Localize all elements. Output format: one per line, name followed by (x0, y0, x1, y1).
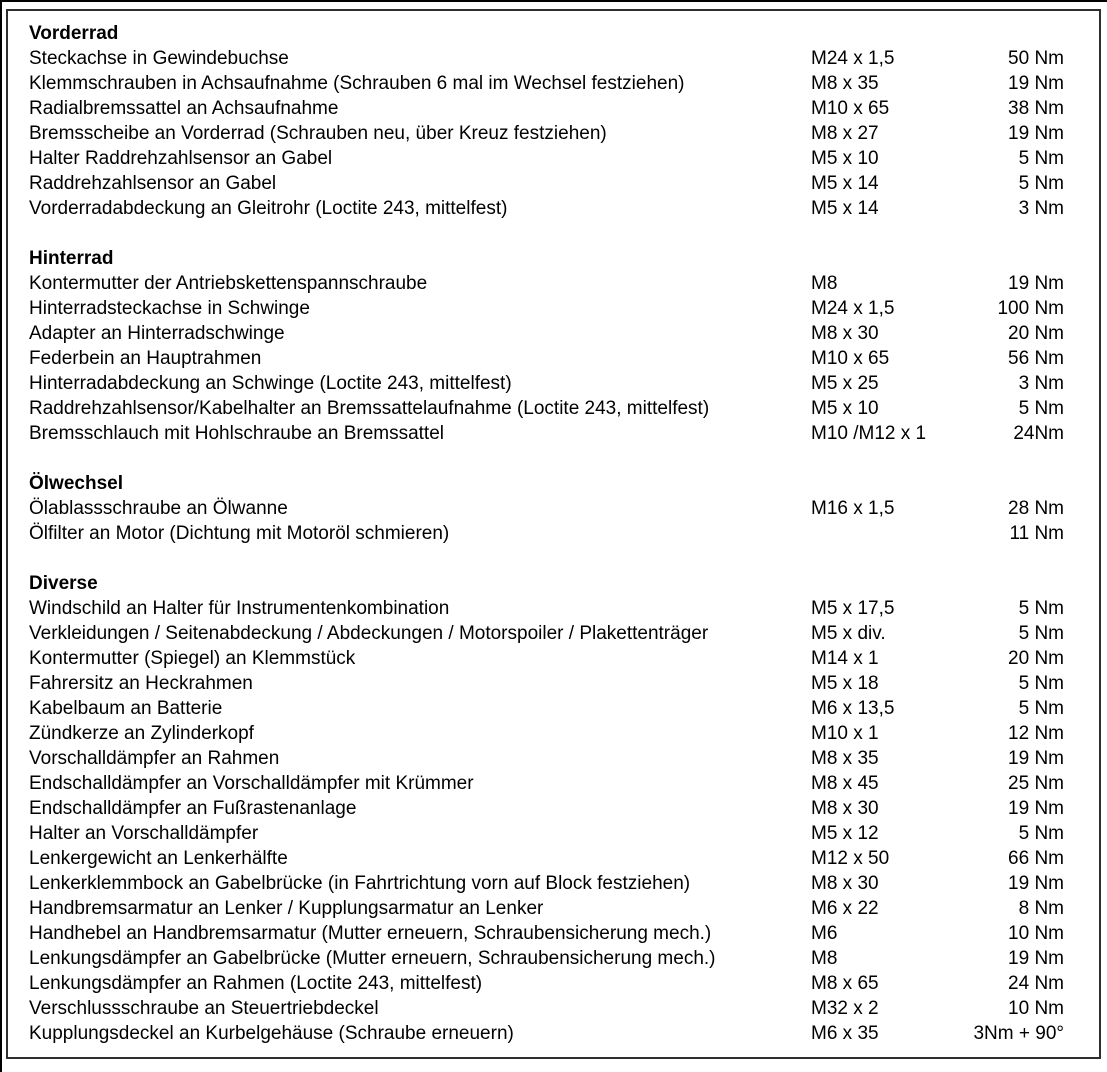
table-row (29, 296, 1064, 321)
section (29, 471, 1064, 546)
row-description: Verkleidungen / Seitenabdeckung / Abdeckungen / Motorspoiler / Plakettenträger (29, 623, 709, 644)
row-torque: 24Nm (1013, 423, 1064, 444)
row-thread-size: M10 /M12 x 1 (811, 423, 927, 444)
row-thread-size: M8 x 65 (811, 973, 879, 994)
row-thread-size: M12 x 50 (811, 848, 890, 869)
row-thread-size: M5 x 18 (811, 673, 879, 694)
table-row (29, 396, 1064, 421)
table-row (29, 496, 1064, 521)
row-thread-size: M6 x 22 (811, 898, 879, 919)
section (29, 571, 1064, 1046)
row-description: Vorschalldämpfer an Rahmen (29, 748, 280, 769)
section (29, 21, 1064, 221)
row-torque: 5 Nm (1018, 823, 1064, 844)
row-description: Klemmschrauben in Achsaufnahme (Schrauben 6 mal im Wechsel festziehen) (29, 73, 685, 94)
row-torque: 19 Nm (1008, 873, 1064, 894)
row-description: Endschalldämpfer an Vorschalldämpfer mit Krümmer (29, 773, 474, 794)
row-description: Ölfilter an Motor (Dichtung mit Motoröl schmieren) (29, 523, 450, 544)
row-torque: 19 Nm (1008, 948, 1064, 969)
row-description: Kontermutter (Spiegel) an Klemmstück (29, 648, 356, 669)
table-row (29, 871, 1064, 896)
row-thread-size: M6 x 35 (811, 1023, 879, 1044)
row-torque: 3 Nm (1018, 373, 1064, 394)
row-description: Halter an Vorschalldämpfer (29, 823, 259, 844)
row-thread-size: M14 x 1 (811, 648, 879, 669)
row-thread-size: M8 x 35 (811, 73, 879, 94)
row-torque: 24 Nm (1008, 973, 1064, 994)
table-row (29, 796, 1064, 821)
table-row (29, 121, 1064, 146)
row-torque: 5 Nm (1018, 173, 1064, 194)
section (29, 246, 1064, 446)
table-row (29, 746, 1064, 771)
row-description: Zündkerze an Zylinderkopf (29, 723, 254, 744)
row-torque: 3 Nm (1018, 198, 1064, 219)
row-torque: 11 Nm (1009, 523, 1064, 544)
row-thread-size: M5 x 14 (811, 173, 879, 194)
table-row (29, 696, 1064, 721)
table-row (29, 846, 1064, 871)
table-row (29, 371, 1064, 396)
table-row (29, 946, 1064, 971)
row-description: Kupplungsdeckel an Kurbelgehäuse (Schraube erneuern) (29, 1023, 514, 1044)
table-row (29, 346, 1064, 371)
row-description: Radialbremssattel an Achsaufnahme (29, 98, 339, 119)
row-torque: 19 Nm (1008, 73, 1064, 94)
section-title: Diverse (29, 573, 98, 594)
torque-table (29, 21, 1064, 1046)
table-row (29, 821, 1064, 846)
row-thread-size: M10 x 65 (811, 98, 890, 119)
row-torque: 19 Nm (1008, 273, 1064, 294)
row-thread-size: M8 (811, 273, 838, 294)
row-thread-size (811, 521, 961, 546)
row-thread-size: M5 x 17,5 (811, 598, 895, 619)
row-torque: 38 Nm (1008, 98, 1064, 119)
row-description: Lenkungsdämpfer an Gabelbrücke (Mutter erneuern, Schraubensicherung mech.) (29, 948, 716, 969)
row-description: Lenkergewicht an Lenkerhälfte (29, 848, 288, 869)
row-torque: 5 Nm (1018, 673, 1064, 694)
table-row (29, 971, 1064, 996)
row-torque: 28 Nm (1008, 498, 1064, 519)
row-torque: 12 Nm (1008, 723, 1064, 744)
row-thread-size: M5 x 25 (811, 373, 879, 394)
table-row (29, 321, 1064, 346)
row-thread-size: M24 x 1,5 (811, 48, 895, 69)
row-torque: 19 Nm (1008, 748, 1064, 769)
table-row (29, 196, 1064, 221)
section-title: Vorderrad (29, 23, 119, 44)
table-row (29, 1021, 1064, 1046)
row-thread-size: M8 x 27 (811, 123, 879, 144)
row-thread-size: M8 x 30 (811, 323, 879, 344)
row-thread-size: M5 x 10 (811, 398, 879, 419)
table-row (29, 621, 1064, 646)
row-thread-size: M8 x 30 (811, 798, 879, 819)
row-torque: 50 Nm (1008, 48, 1064, 69)
row-thread-size: M8 x 45 (811, 773, 879, 794)
row-description: Steckachse in Gewindebuchse (29, 48, 289, 69)
row-thread-size: M5 x 14 (811, 198, 879, 219)
table-row (29, 71, 1064, 96)
table-row (29, 921, 1064, 946)
row-description: Handbremsarmatur an Lenker / Kupplungsarmatur an Lenker (29, 898, 544, 919)
row-torque: 56 Nm (1008, 348, 1064, 369)
row-thread-size: M24 x 1,5 (811, 298, 895, 319)
table-row (29, 771, 1064, 796)
row-thread-size: M6 x 13,5 (811, 698, 895, 719)
row-torque: 66 Nm (1008, 848, 1064, 869)
table-row (29, 421, 1064, 446)
row-torque: 100 Nm (997, 298, 1064, 319)
row-description: Lenkerklemmbock an Gabelbrücke (in Fahrtrichtung vorn auf Block festziehen) (29, 873, 691, 894)
table-row (29, 996, 1064, 1021)
row-description: Raddrehzahlsensor an Gabel (29, 173, 277, 194)
table-row (29, 521, 1064, 546)
row-torque: 5 Nm (1018, 623, 1064, 644)
row-description: Endschalldämpfer an Fußrastenanlage (29, 798, 357, 819)
row-description: Hinterradsteckachse in Schwinge (29, 298, 310, 319)
row-thread-size: M8 x 30 (811, 873, 879, 894)
row-torque: 19 Nm (1008, 798, 1064, 819)
table-row (29, 171, 1064, 196)
row-description: Verschlussschraube an Steuertriebdeckel (29, 998, 379, 1019)
row-torque: 20 Nm (1008, 648, 1064, 669)
row-description: Windschild an Halter für Instrumentenkombination (29, 598, 450, 619)
row-description: Fahrersitz an Heckrahmen (29, 673, 253, 694)
table-row (29, 721, 1064, 746)
row-description: Hinterradabdeckung an Schwinge (Loctite 243, mittelfest) (29, 373, 512, 394)
row-description: Raddrehzahlsensor/Kabelhalter an Bremssattelaufnahme (Loctite 243, mittelfest) (29, 398, 710, 419)
row-thread-size: M5 x 12 (811, 823, 879, 844)
row-torque: 10 Nm (1008, 998, 1064, 1019)
row-torque: 25 Nm (1008, 773, 1064, 794)
row-thread-size: M32 x 2 (811, 998, 879, 1019)
row-torque: 19 Nm (1008, 123, 1064, 144)
row-torque: 3Nm + 90° (973, 1023, 1064, 1044)
row-description: Lenkungsdämpfer an Rahmen (Loctite 243, mittelfest) (29, 973, 483, 994)
row-description: Federbein an Hauptrahmen (29, 348, 262, 369)
row-torque: 5 Nm (1018, 598, 1064, 619)
row-thread-size: M16 x 1,5 (811, 498, 895, 519)
row-torque: 5 Nm (1018, 148, 1064, 169)
row-description: Handhebel an Handbremsarmatur (Mutter erneuern, Schraubensicherung mech.) (29, 923, 712, 944)
row-description: Adapter an Hinterradschwinge (29, 323, 285, 344)
row-torque: 5 Nm (1018, 698, 1064, 719)
table-row (29, 146, 1064, 171)
row-torque: 10 Nm (1008, 923, 1064, 944)
table-row (29, 896, 1064, 921)
table-row (29, 271, 1064, 296)
table-row (29, 646, 1064, 671)
row-thread-size: M10 x 1 (811, 723, 879, 744)
row-description: Ölablassschraube an Ölwanne (29, 498, 288, 519)
row-description: Kabelbaum an Batterie (29, 698, 223, 719)
row-thread-size: M8 x 35 (811, 748, 879, 769)
row-description: Kontermutter der Antriebskettenspannschraube (29, 273, 428, 294)
row-thread-size: M6 (811, 923, 838, 944)
table-row (29, 596, 1064, 621)
section-title: Hinterrad (29, 248, 114, 269)
page-border-frame (6, 9, 1101, 1059)
section-title: Ölwechsel (29, 473, 123, 494)
row-description: Halter Raddrehzahlsensor an Gabel (29, 148, 333, 169)
row-torque: 5 Nm (1018, 398, 1064, 419)
table-row (29, 671, 1064, 696)
row-thread-size: M5 x 10 (811, 148, 879, 169)
row-thread-size: M10 x 65 (811, 348, 890, 369)
row-description: Vorderradabdeckung an Gleitrohr (Loctite 243, mittelfest) (29, 198, 508, 219)
table-row (29, 46, 1064, 71)
row-description: Bremsschlauch mit Hohlschraube an Bremssattel (29, 423, 445, 444)
row-thread-size: M8 (811, 948, 838, 969)
row-torque: 8 Nm (1018, 898, 1064, 919)
row-torque: 20 Nm (1008, 323, 1064, 344)
row-thread-size: M5 x div. (811, 623, 886, 644)
table-row (29, 96, 1064, 121)
row-description: Bremsscheibe an Vorderrad (Schrauben neu, über Kreuz festziehen) (29, 123, 607, 144)
